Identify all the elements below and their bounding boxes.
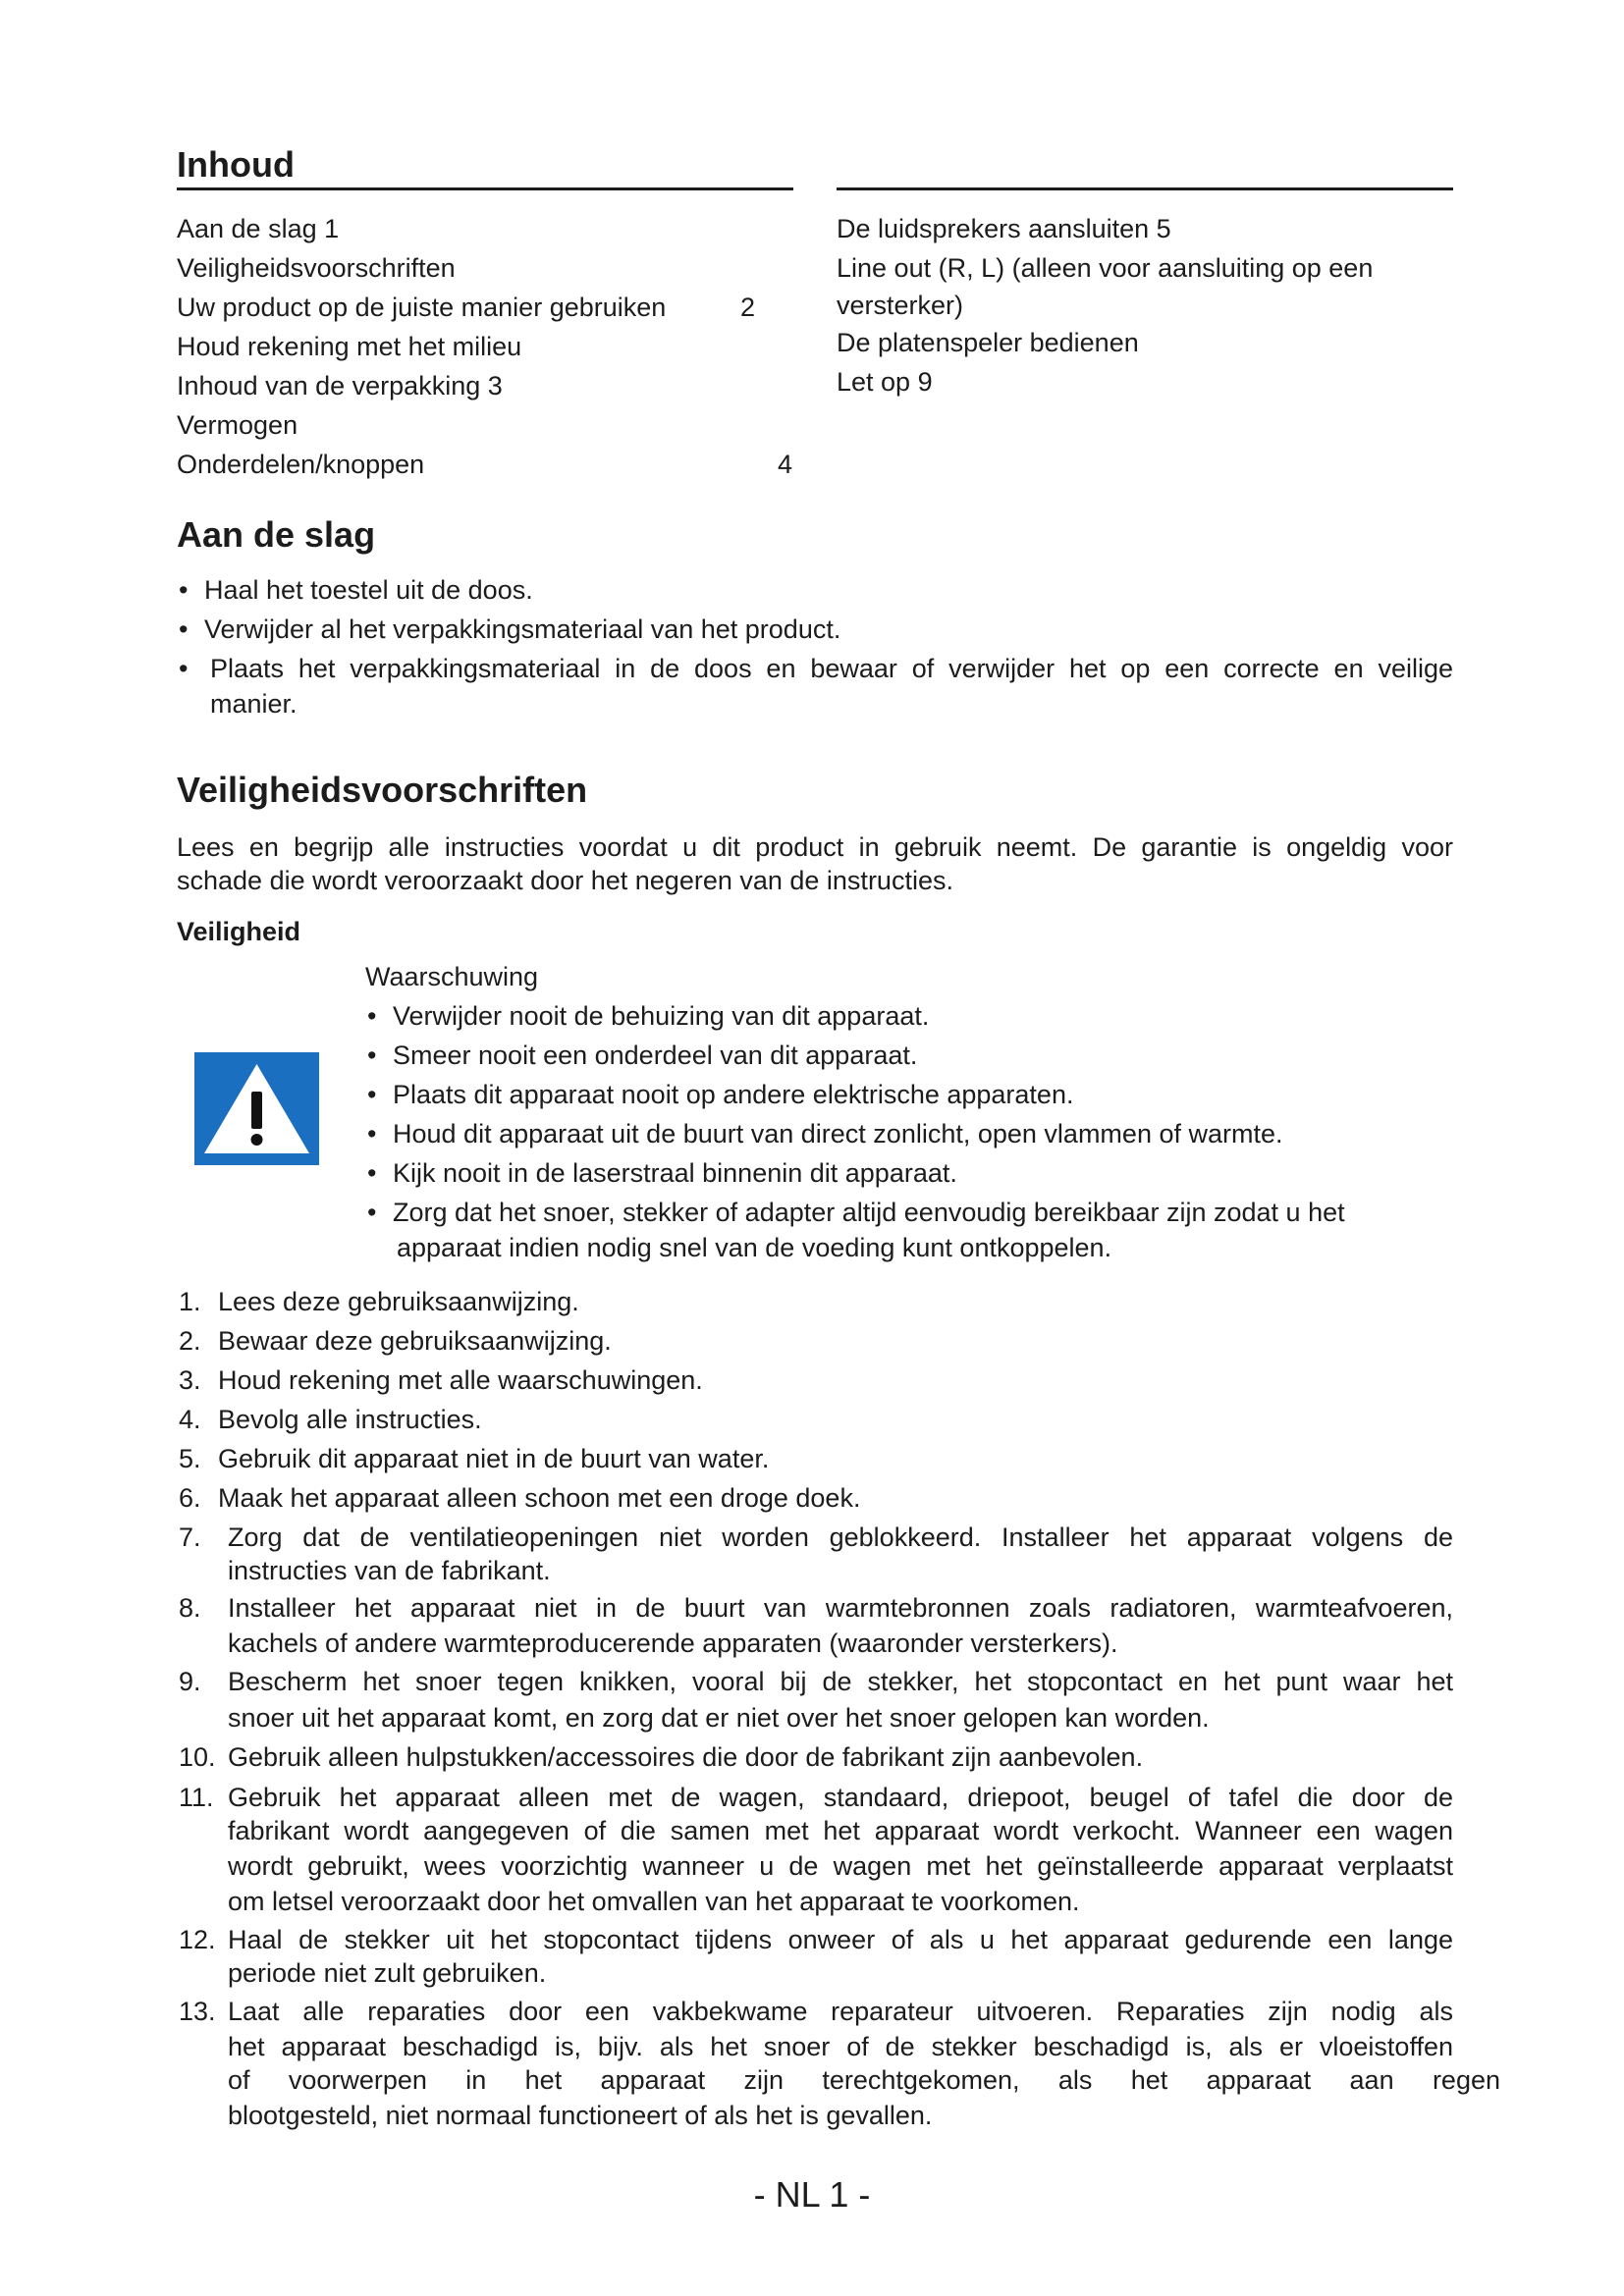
toc-entry: Uw product op de juiste manier gebruiken bbox=[177, 293, 667, 322]
toc-entry: Houd rekening met het milieu bbox=[177, 332, 522, 361]
toc-entry: Onderdelen/knoppen bbox=[177, 450, 425, 479]
list-item: Maak het apparaat alleen schoon met een droge doek. bbox=[218, 1483, 861, 1513]
bullet-icon: • bbox=[367, 1001, 377, 1031]
list-number: 13. bbox=[179, 1997, 216, 2026]
bullet-icon: • bbox=[179, 575, 189, 605]
list-number: 6. bbox=[179, 1483, 201, 1513]
list-item: Bevolg alle instructies. bbox=[218, 1405, 482, 1434]
list-item: Verwijder al het verpakkingsmateriaal van het product. bbox=[204, 614, 841, 644]
list-item: Haal het toestel uit de doos. bbox=[204, 575, 533, 605]
list-item: Bewaar deze gebruiksaanwijzing. bbox=[218, 1326, 612, 1356]
list-number: 12. bbox=[179, 1925, 216, 1954]
list-item-continuation: fabrikant wordt aangegeven of die samen met het apparaat wordt verkocht. Wanneer een wagen bbox=[228, 1816, 1453, 1845]
list-number: 7. bbox=[179, 1522, 201, 1552]
list-number: 10. bbox=[179, 1742, 216, 1772]
toc-entry: Line out (R, L) (alleen voor aansluiting op een bbox=[837, 253, 1374, 283]
page-number: - NL 1 - bbox=[753, 2174, 871, 2215]
list-item: Bescherm het snoer tegen knikken, vooral bij de stekker, het stopcontact en het punt waar het bbox=[228, 1667, 1453, 1696]
bullet-icon: • bbox=[179, 654, 189, 683]
toc-rule-left bbox=[177, 187, 793, 190]
list-number: 1. bbox=[179, 1287, 201, 1316]
bullet-icon: • bbox=[367, 1041, 377, 1070]
safety-intro: Lees en begrijp alle instructies voordat u dit product in gebruik neemt. De garantie is ongeldig voor bbox=[177, 832, 1453, 862]
warning-item: Zorg dat het snoer, stekker of adapter altijd eenvoudig bereikbaar zijn zodat u het bbox=[393, 1198, 1345, 1227]
toc-page-number: 4 bbox=[778, 450, 793, 479]
toc-entry: Inhoud van de verpakking 3 bbox=[177, 371, 503, 400]
list-item: Plaats het verpakkingsmateriaal in de doos en bewaar of verwijder het op een correcte en veilige bbox=[210, 654, 1453, 683]
warning-title: Waarschuwing bbox=[365, 962, 539, 991]
warning-item: Smeer nooit een onderdeel van dit apparaat. bbox=[393, 1041, 918, 1070]
list-number: 8. bbox=[179, 1593, 201, 1623]
list-item-continuation: wordt gebruikt, wees voorzichtig wanneer u de wagen met het geïnstalleerde apparaat verplaatst bbox=[228, 1851, 1453, 1881]
warning-item: Verwijder nooit de behuizing van dit apparaat. bbox=[393, 1001, 930, 1031]
list-number: 9. bbox=[179, 1667, 201, 1696]
list-item: Lees deze gebruiksaanwijzing. bbox=[218, 1287, 579, 1316]
list-item: Installeer het apparaat niet in de buurt van warmtebronnen zoals radiatoren, warmteafvoeren, bbox=[228, 1593, 1453, 1623]
list-number: 3. bbox=[179, 1365, 201, 1395]
list-item-continuation: instructies van de fabrikant. bbox=[228, 1556, 551, 1585]
safety-intro: schade die wordt veroorzaakt door het negeren van de instructies. bbox=[177, 866, 953, 895]
list-item-continuation: het apparaat beschadigd is, bijv. als het snoer of de stekker beschadigd is, als er vloeistoffen bbox=[228, 2032, 1453, 2061]
bullet-icon: • bbox=[179, 614, 189, 644]
list-number: 11. bbox=[179, 1783, 214, 1812]
warning-item: Plaats dit apparaat nooit op andere elektrische apparaten. bbox=[393, 1080, 1074, 1109]
toc-entry: versterker) bbox=[837, 291, 964, 320]
list-number: 4. bbox=[179, 1405, 201, 1434]
warning-triangle-icon bbox=[194, 1052, 319, 1165]
list-item: Laat alle reparaties door een vakbekwame reparateur uitvoeren. Reparaties zijn nodig als bbox=[228, 1997, 1453, 2026]
toc-rule-right bbox=[837, 187, 1453, 190]
list-number: 5. bbox=[179, 1444, 201, 1473]
list-item-continuation: snoer uit het apparaat komt, en zorg dat er niet over het snoer gelopen kan worden. bbox=[228, 1703, 1210, 1733]
bullet-icon: • bbox=[367, 1158, 377, 1188]
toc-entry: Veiligheidsvoorschriften bbox=[177, 253, 456, 283]
bullet-icon: • bbox=[367, 1119, 377, 1148]
list-item-continuation: periode niet zult gebruiken. bbox=[228, 1958, 547, 1988]
warning-item-continuation: apparaat indien nodig snel van de voeding kunt ontkoppelen. bbox=[397, 1233, 1112, 1262]
section-title-getting-started: Aan de slag bbox=[177, 514, 376, 555]
safety-subtitle: Veiligheid bbox=[177, 917, 301, 946]
warning-item: Houd dit apparaat uit de buurt van direct zonlicht, open vlammen of warmte. bbox=[393, 1119, 1283, 1148]
toc-entry: Let op 9 bbox=[837, 367, 933, 397]
list-item-continuation: of voorwerpen in het apparaat zijn terechtgekomen, als het apparaat aan regen bbox=[228, 2065, 1500, 2095]
list-item-continuation: blootgesteld, niet normaal functioneert of als het is gevallen. bbox=[228, 2101, 933, 2130]
bullet-icon: • bbox=[367, 1080, 377, 1109]
list-item: Zorg dat de ventilatieopeningen niet worden geblokkeerd. Installeer het apparaat volgens de bbox=[228, 1522, 1453, 1552]
list-item-continuation: kachels of andere warmteproducerende apparaten (waaronder versterkers). bbox=[228, 1629, 1118, 1658]
toc-entry: De platenspeler bedienen bbox=[837, 328, 1139, 357]
toc-entry: Vermogen bbox=[177, 410, 298, 440]
warning-item: Kijk nooit in de laserstraal binnenin dit apparaat. bbox=[393, 1158, 957, 1188]
bullet-icon: • bbox=[367, 1198, 377, 1227]
toc-page-number: 2 bbox=[740, 293, 756, 322]
toc-entry: Aan de slag 1 bbox=[177, 214, 340, 243]
section-title-safety: Veiligheidsvoorschriften bbox=[177, 770, 588, 810]
list-item: Gebruik alleen hulpstukken/accessoires die door de fabrikant zijn aanbevolen. bbox=[228, 1742, 1144, 1772]
list-item-continuation: manier. bbox=[210, 689, 298, 719]
list-item: Houd rekening met alle waarschuwingen. bbox=[218, 1365, 703, 1395]
list-item: Haal de stekker uit het stopcontact tijdens onweer of als u het apparaat gedurende een lange bbox=[228, 1925, 1453, 1954]
list-item: Gebruik dit apparaat niet in de buurt van water. bbox=[218, 1444, 770, 1473]
toc-title: Inhoud bbox=[177, 144, 295, 185]
toc-entry: De luidsprekers aansluiten 5 bbox=[837, 214, 1171, 243]
list-item: Gebruik het apparaat alleen met de wagen, standaard, driepoot, beugel of tafel die door de bbox=[228, 1783, 1453, 1812]
list-item-continuation: om letsel veroorzaakt door het omvallen van het apparaat te voorkomen. bbox=[228, 1887, 1080, 1916]
list-number: 2. bbox=[179, 1326, 201, 1356]
